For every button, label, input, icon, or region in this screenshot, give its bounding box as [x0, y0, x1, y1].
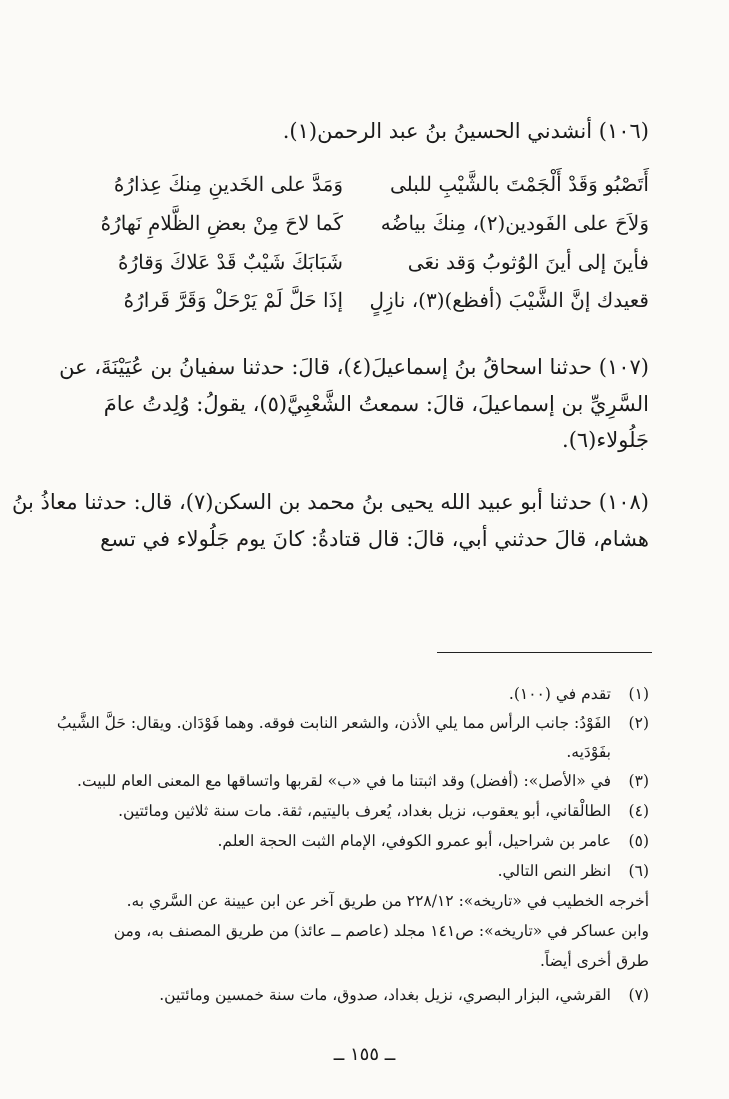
verse-4-first-hemistich: قعيدك إنَّ الشَّيْبَ (أفظع)(٣)، نازِلٍ — [369, 288, 649, 312]
verse-2-first-hemistich: وَلاَحَ على الفَودين(٢)، مِنكَ بياضُه — [380, 211, 649, 235]
footnote-2-number: (٢) — [628, 714, 649, 732]
footnote-3-number: (٣) — [628, 772, 649, 790]
footnote-7-text: القرشي، البزار البصري، نزيل بغداد، صدوق، مات سنة خمسين ومائتين. — [159, 986, 611, 1004]
footnote-3-text: في «الأصل»: (أفضل) وقد اثبتنا ما في «ب» لقربها واتساقها مع المعنى العام للبيت. — [77, 772, 611, 790]
footnote-6-number: (٦) — [628, 862, 649, 880]
footnote-5-text: عامر بن شراحيل، أبو عمرو الكوفي، الإمام الثبت الحجة العلم. — [217, 832, 611, 850]
verse-4-second-hemistich: إذَا حَلَّ لَمْ يَرْحَلْ وَقَرَّ قَرارُهُ — [123, 288, 343, 312]
entry-107-line-3: جَلُولاء(٦). — [562, 428, 649, 452]
footnote-5-number: (٥) — [628, 832, 649, 850]
verse-3-second-hemistich: شَبَابَكَ شَيْبٌ قَدْ عَلاكَ وَقارُهُ — [117, 250, 343, 274]
entry-107-line-2: السَّرِيِّ بن إسماعيلَ، قالَ: سمعتُ الشَّعْبِيَّ(٥)، يقولُ: وُلِدتُ عامَ — [103, 392, 649, 416]
footnote-1-number: (١) — [628, 685, 649, 703]
footnote-6-text: انظر النص التالي. — [497, 862, 611, 880]
footnote-4-text: الطالْقاني، أبو يعقوب، نزيل بغداد، يُعرف باليتيم، ثقة. مات سنة ثلاثين ومائتين. — [118, 802, 611, 820]
footnote-6-continuation-line-2: وابن عساكر في «تاريخه»: ص١٤١ مجلد (عاصم ــ عائذ) من طريق المصنف به، ومن — [113, 922, 649, 940]
entry-107-line-1: (١٠٧) حدثنا اسحاقُ بنُ إسماعيلَ(٤)، قالَ: حدثنا سفيانُ بن عُيَيْنَةَ، عن — [59, 355, 649, 379]
verse-3-first-hemistich: فأينَ إلى أينَ الوُثوبُ وَقد نعَى — [407, 250, 649, 274]
footnote-2-text-line-1: الفَوْدُ: جانب الرأس مما يلي الأذن، والشعر النابت فوقه. وهما فَوْدَان. ويقال: حَلَّ الشَّيبُ — [56, 714, 611, 732]
entry-108-line-2: هشام، قالَ حدثني أبي، قالَ: قال قتادةُ: كانَ يوم جَلُولاء في تسع — [100, 527, 649, 551]
footnote-separator — [437, 652, 652, 653]
footnote-2-text-line-2: بفَوْدَيه. — [566, 743, 611, 761]
verse-1-second-hemistich: وَمَدَّ على الخَدينِ مِنكَ عِذارُهُ — [113, 172, 343, 196]
footnote-7-number: (٧) — [628, 986, 649, 1004]
page-number: ــ ١٥٥ ــ — [333, 1044, 396, 1065]
verse-2-second-hemistich: كَما لاحَ مِنْ بعضِ الظَّلامِ نَهارُهُ — [100, 211, 343, 235]
verse-1-first-hemistich: أَتَصْبُو وَقَدْ أَلْجَمْتَ بالشَّيْبِ للبلى — [389, 172, 649, 196]
entry-106-intro: (١٠٦) أنشدني الحسينُ بنُ عبد الرحمن(١). — [282, 119, 649, 143]
footnote-4-number: (٤) — [628, 802, 649, 820]
footnote-1-text: تقدم في (١٠٠). — [508, 685, 611, 703]
entry-108-line-1: (١٠٨) حدثنا أبو عبيد الله يحيى بنُ محمد بن السكن(٧)، قال: حدثنا معاذُ بنُ — [12, 490, 649, 514]
footnote-6-continuation-line-3: طرق أخرى أيضاً. — [539, 952, 649, 970]
footnote-6-continuation-line-1: أخرجه الخطيب في «تاريخه»: ٢٢٨/١٢ من طريق آخر عن ابن عيينة عن السَّري به. — [126, 892, 649, 910]
